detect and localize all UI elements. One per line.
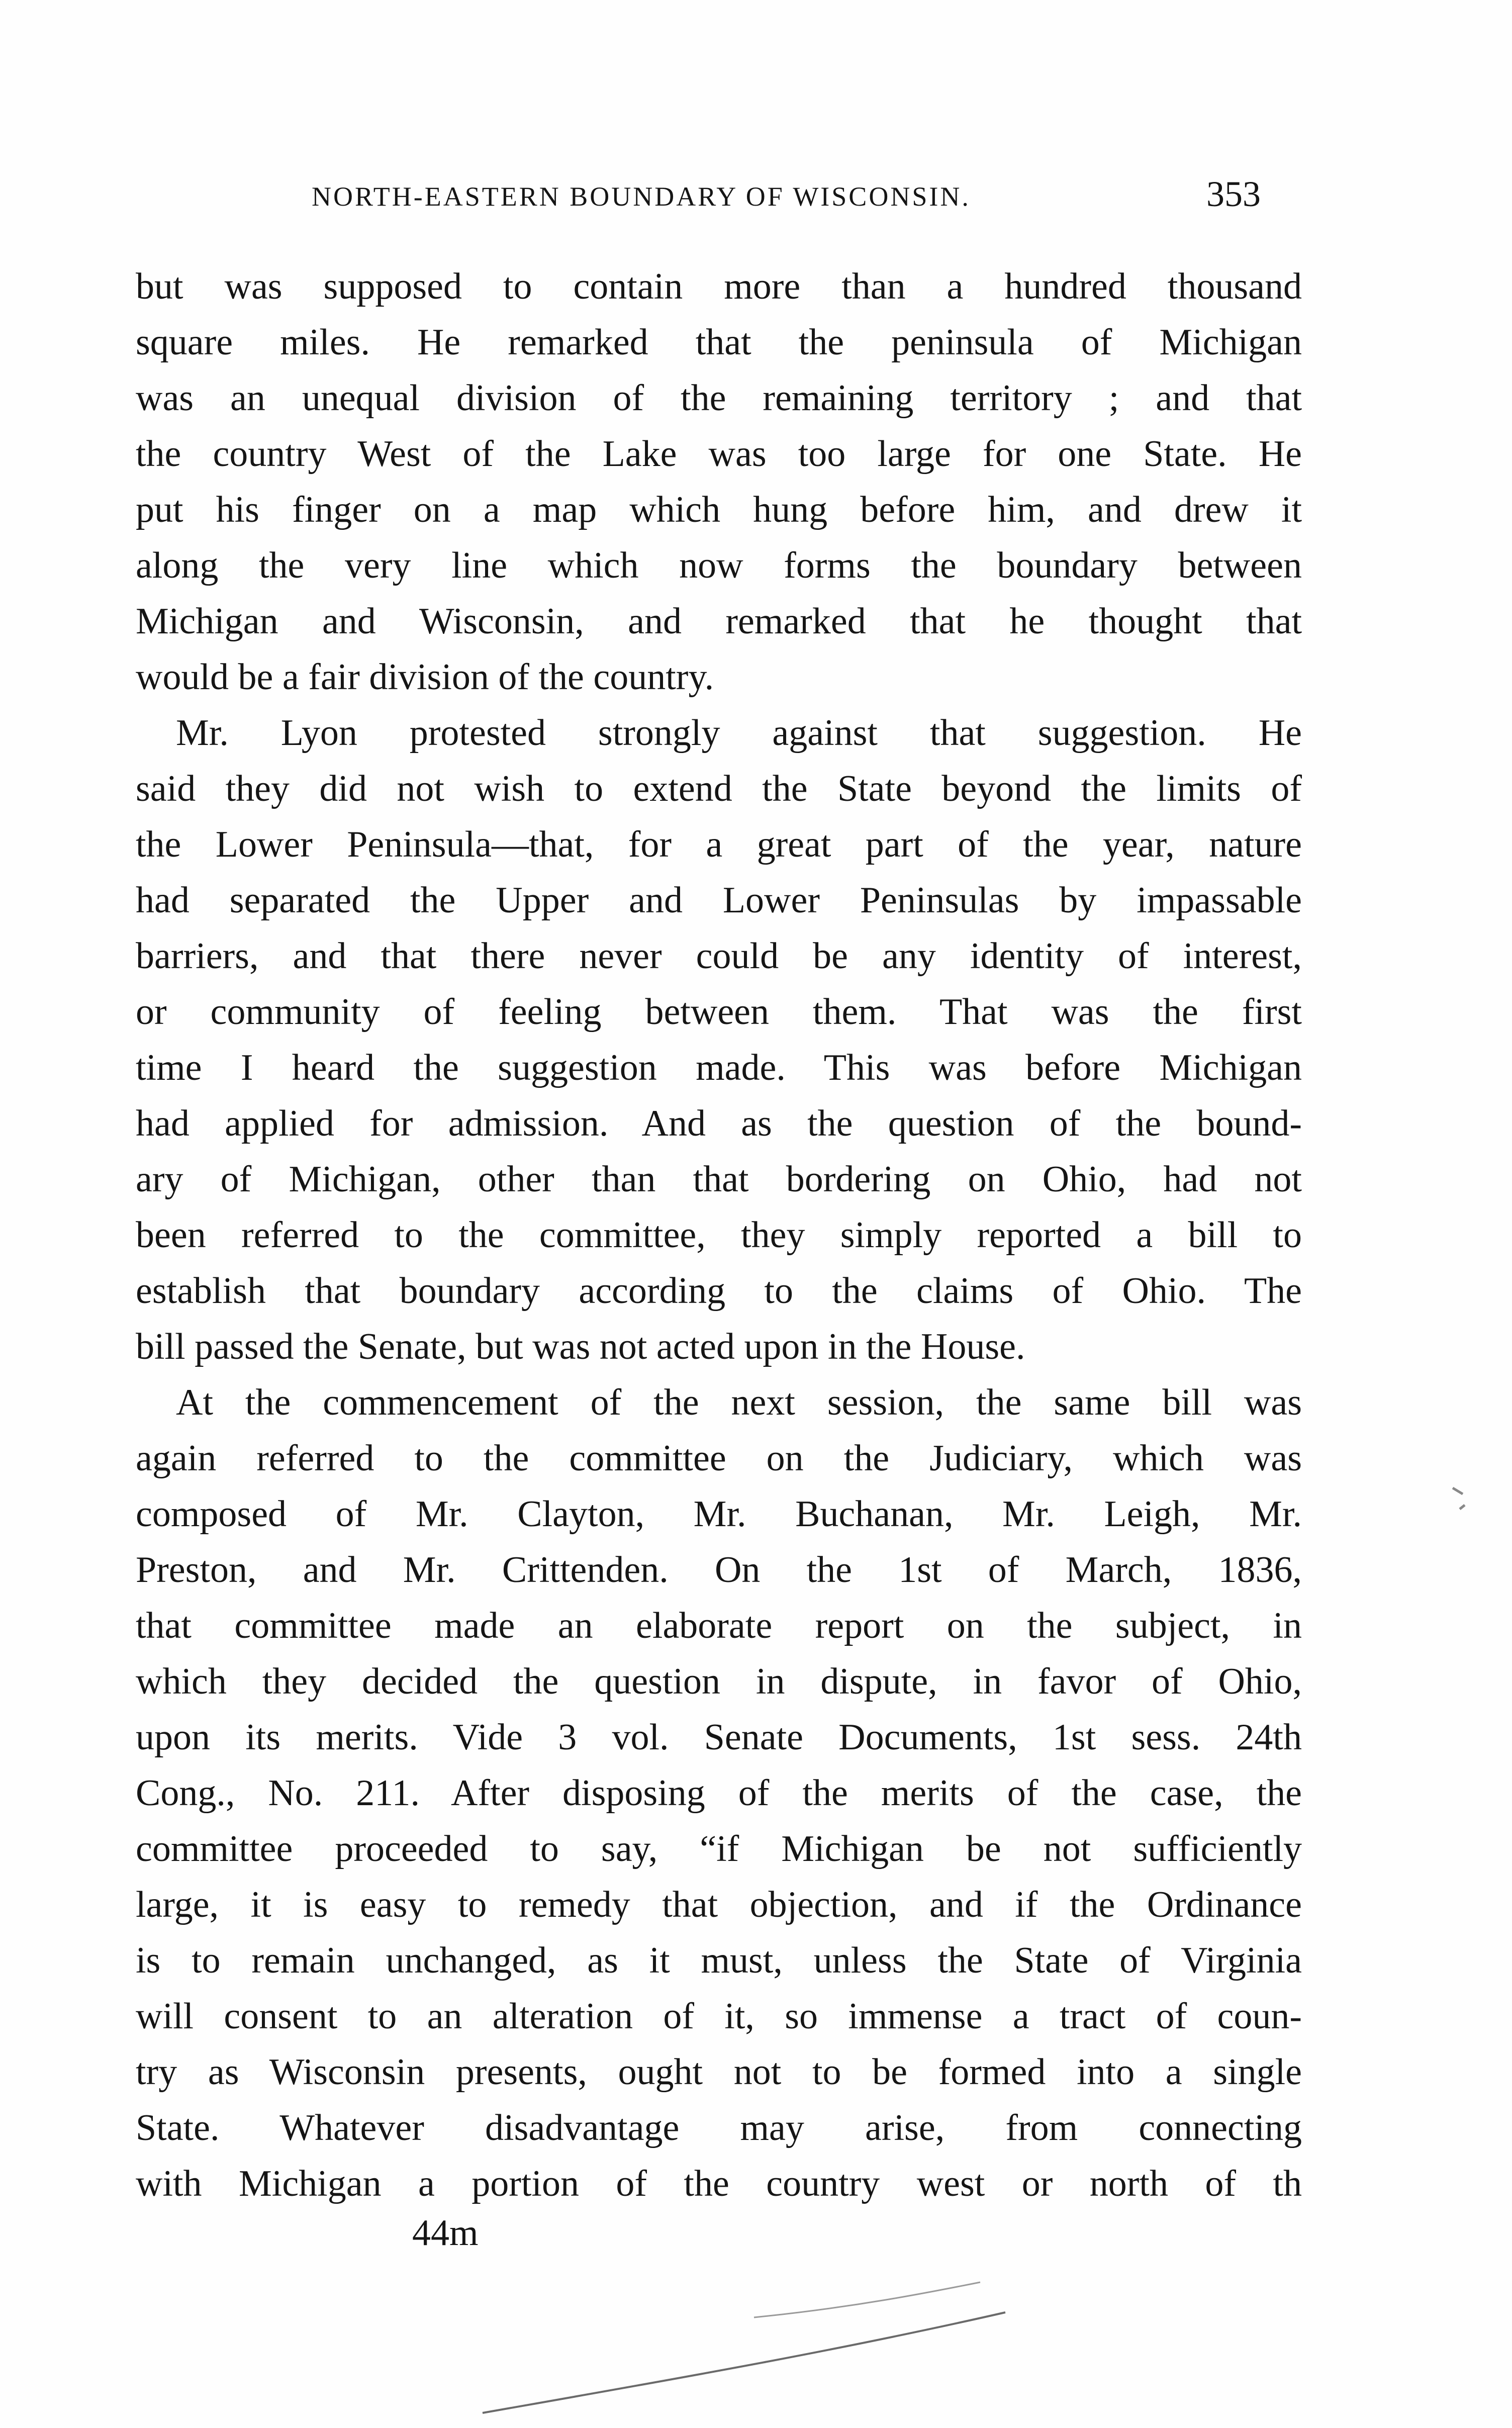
pen-stroke: [483, 2312, 1005, 2413]
text-line: which they decided the question in dispute, in favor of Ohio,: [136, 1661, 1302, 1702]
text-line: along the very line which now forms the boundary between: [136, 545, 1302, 586]
text-line: Preston, and Mr. Crittenden. On the 1st of March, 1836,: [136, 1549, 1302, 1591]
text-line: large, it is easy to remedy that objection, and if the Ordinance: [136, 1884, 1302, 1925]
text-line: put his finger on a map which hung before him, and drew it: [136, 489, 1302, 530]
text-line: Mr. Lyon protested strongly against that suggestion. He: [176, 712, 1302, 754]
text-line: been referred to the committee, they simply reported a bill to: [136, 1215, 1302, 1256]
text-line: that committee made an elaborate report on the subject, in: [136, 1605, 1302, 1646]
text-line: had separated the Upper and Lower Peninsulas by impassable: [136, 880, 1302, 921]
text-line: will consent to an alteration of it, so immense a tract of coun-: [136, 1996, 1302, 2037]
text-line: with Michigan a portion of the country west or north of th: [136, 2163, 1302, 2204]
signature-mark: 44m: [412, 2212, 479, 2254]
text-line: was an unequal division of the remaining territory ; and that: [136, 378, 1302, 419]
text-line: the country West of the Lake was too large for one State. He: [136, 433, 1302, 475]
text-line: composed of Mr. Clayton, Mr. Buchanan, Mr. Leigh, Mr.: [136, 1493, 1302, 1535]
text-line: bill passed the Senate, but was not acted upon in the House.: [136, 1326, 1025, 1367]
text-line: or community of feeling between them. That was the first: [136, 991, 1302, 1033]
text-line: time I heard the suggestion made. This was before Michigan: [136, 1047, 1302, 1088]
text-line: but was supposed to contain more than a hundred thousand: [136, 266, 1302, 307]
text-line: would be a fair division of the country.: [136, 657, 714, 698]
text-line: ary of Michigan, other than that bordering on Ohio, had not: [136, 1159, 1302, 1200]
text-line: Michigan and Wisconsin, and remarked that he thought that: [136, 601, 1302, 642]
text-line: try as Wisconsin presents, ought not to be formed into a single: [136, 2051, 1302, 2093]
speck-mark: [1453, 1488, 1465, 1509]
text-line: Cong., No. 211. After disposing of the merits of the case, the: [136, 1772, 1302, 1814]
text-line: had applied for admission. And as the question of the bound-: [136, 1103, 1302, 1144]
text-line: upon its merits. Vide 3 vol. Senate Documents, 1st sess. 24th: [136, 1717, 1302, 1758]
text-line: square miles. He remarked that the peninsula of Michigan: [136, 322, 1302, 363]
text-line: At the commencement of the next session, the same bill was: [176, 1382, 1302, 1423]
page-number: 353: [1206, 174, 1261, 214]
running-head: NORTH-EASTERN BOUNDARY OF WISCONSIN.: [312, 181, 971, 212]
text-line: barriers, and that there never could be any identity of interest,: [136, 936, 1302, 977]
text-line: said they did not wish to extend the State beyond the limits of: [136, 768, 1302, 809]
text-line: is to remain unchanged, as it must, unless the State of Virginia: [136, 1940, 1302, 1981]
text-line: again referred to the committee on the Judiciary, which was: [136, 1438, 1302, 1479]
pen-stroke: [754, 2282, 980, 2317]
text-line: committee proceeded to say, “if Michigan be not sufficiently: [136, 1828, 1302, 1870]
text-line: establish that boundary according to the claims of Ohio. The: [136, 1270, 1302, 1312]
text-line: the Lower Peninsula—that, for a great part of the year, nature: [136, 824, 1302, 865]
text-line: State. Whatever disadvantage may arise, from connecting: [136, 2107, 1302, 2149]
